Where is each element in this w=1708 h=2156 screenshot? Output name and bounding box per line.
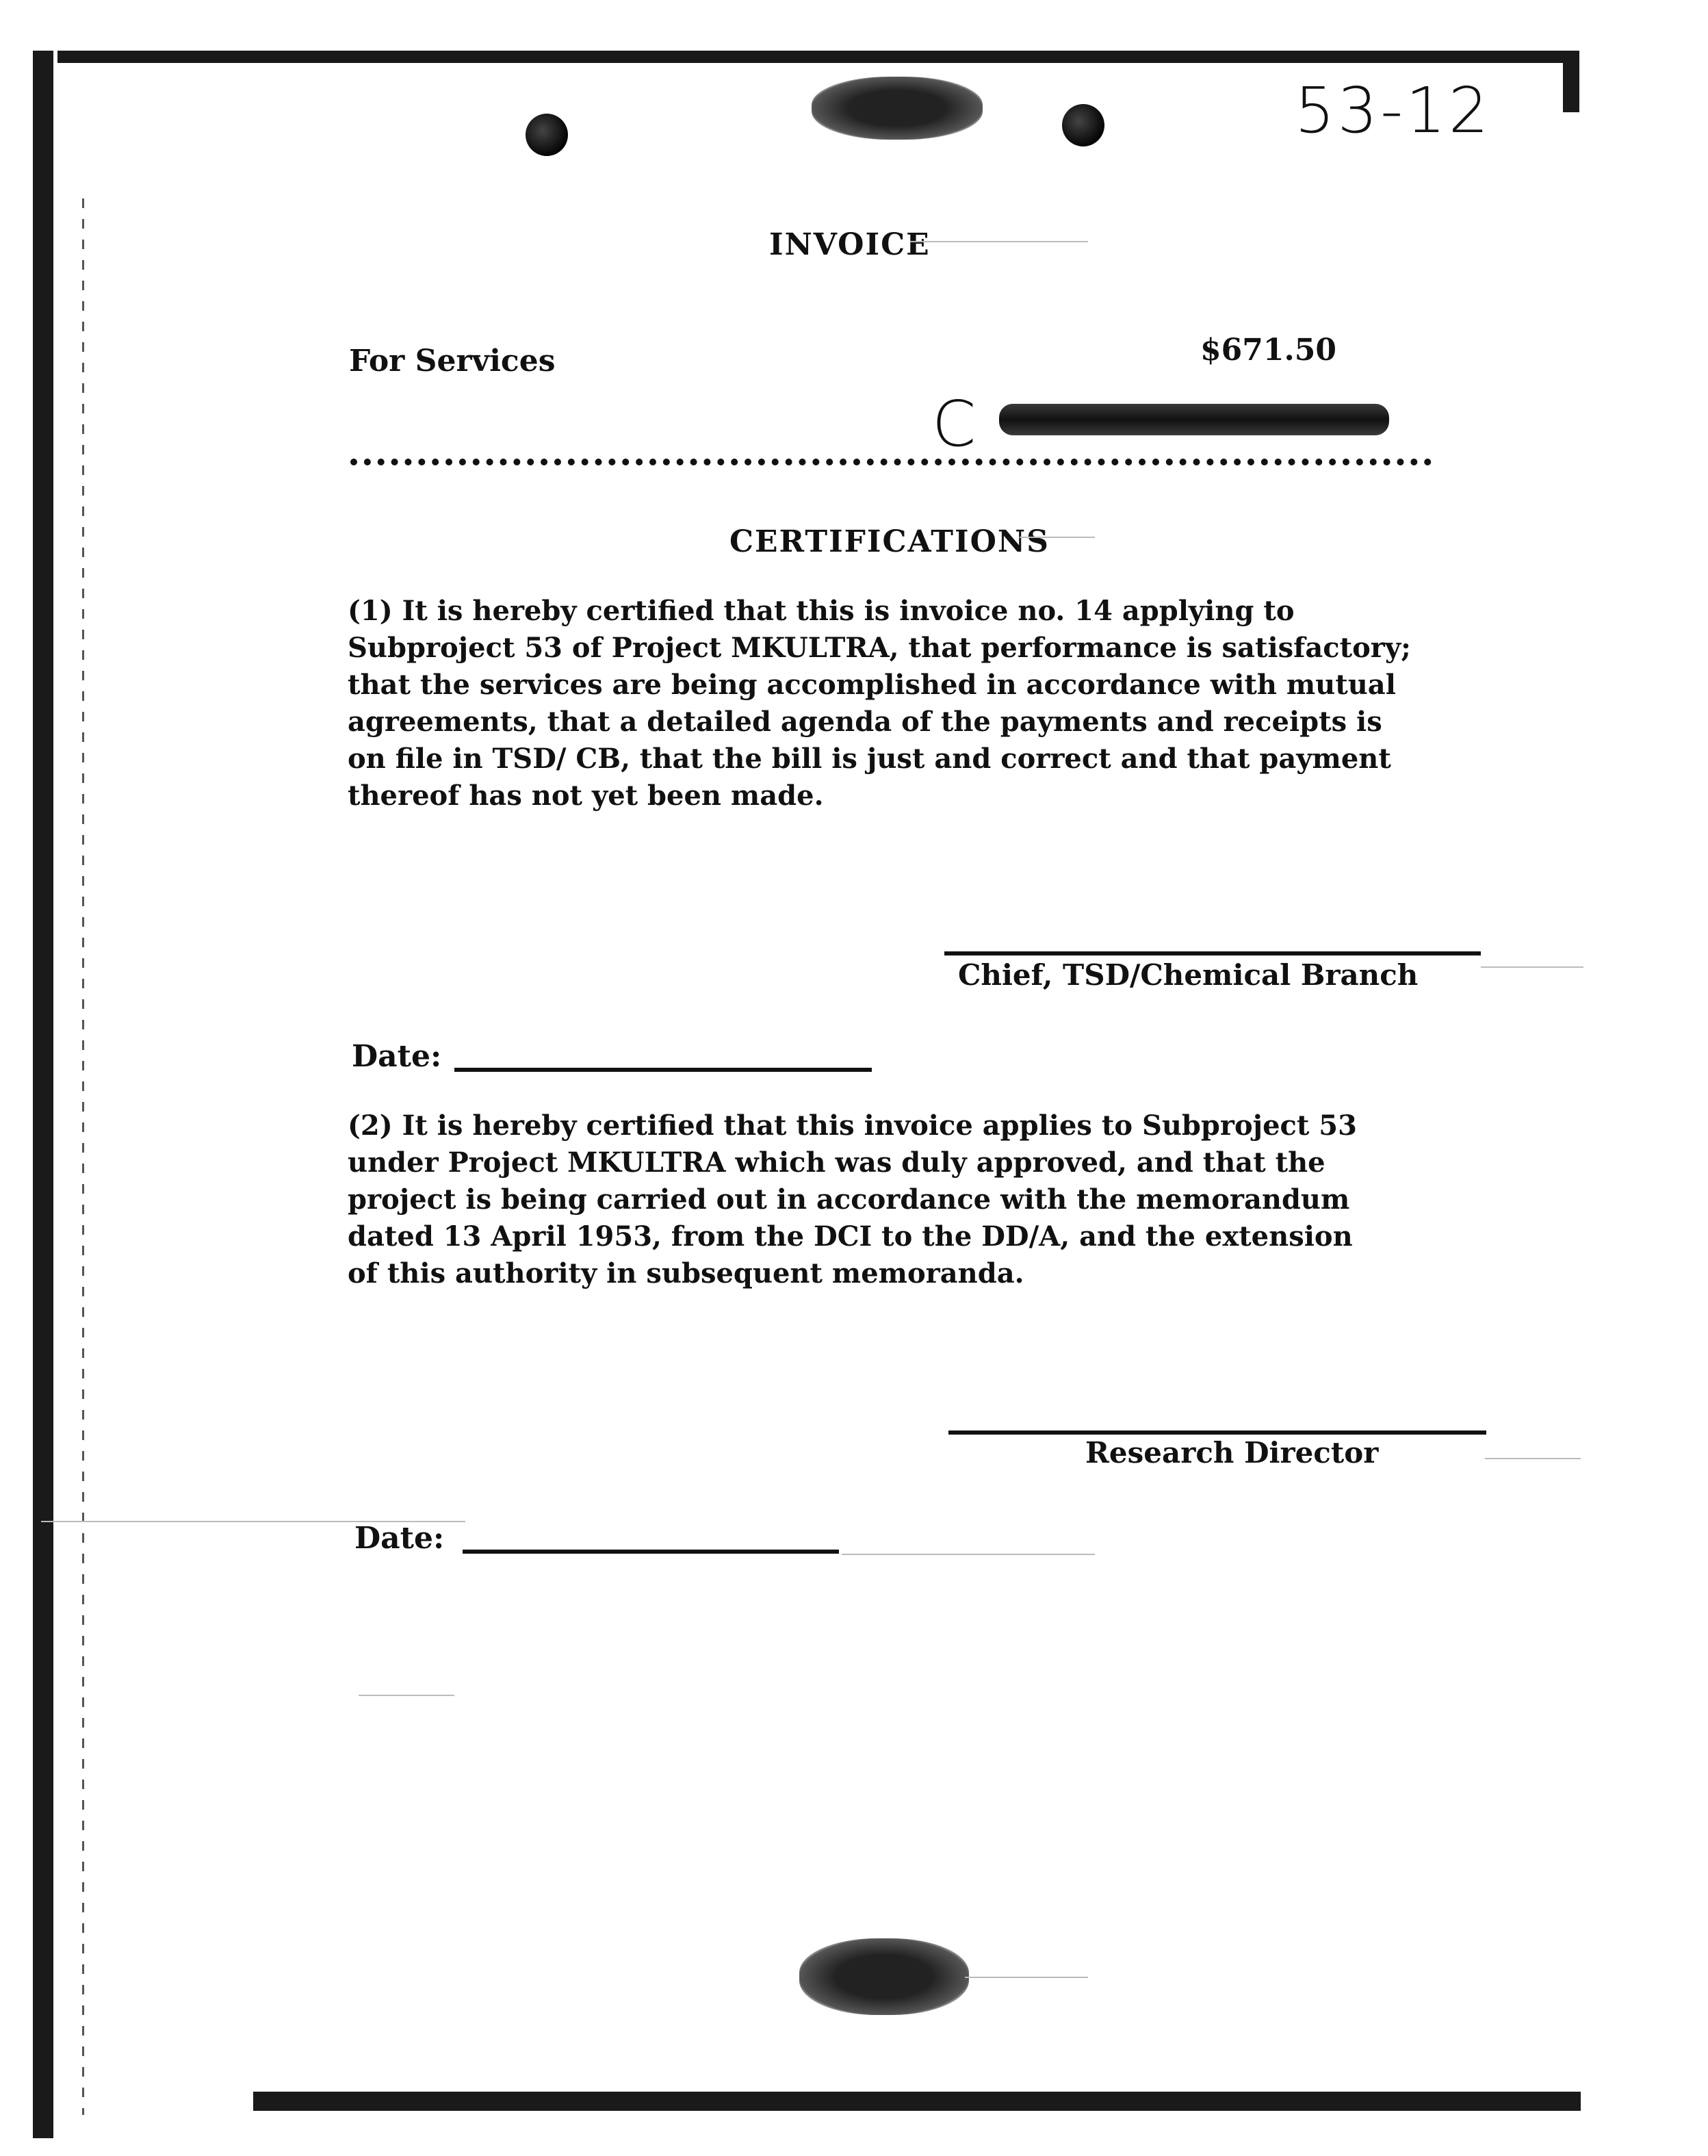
scan-faint-rule: [1485, 1458, 1581, 1459]
signature-line-2: [948, 1430, 1486, 1435]
date-label-2: Date:: [354, 1521, 445, 1556]
signer-title-2: Research Director: [1085, 1436, 1379, 1470]
redaction-under-amount: [999, 404, 1389, 435]
certification-paragraph-1: (1) It is hereby certified that this is invoice no. 14 applying to Subproject 53 of Project MKULTRA, that performance is satisfactory; that the services are being accomplished in accordance with mutual agreements, that a detailed agenda of the payments and receipts is on file in TSD/ CB, that the bill is just and correct and that payment thereof has not yet been made.: [348, 595, 1411, 812]
certifications-title: CERTIFICATIONS: [729, 524, 1050, 559]
scan-faint-rule: [1481, 966, 1583, 968]
scan-faint-rule: [41, 1521, 465, 1522]
services-label: For Services: [349, 344, 556, 378]
date-label-1: Date:: [352, 1039, 442, 1074]
signature-line-1: [944, 951, 1481, 955]
redaction-bottom: [799, 1938, 969, 2015]
invoice-title: INVOICE: [769, 227, 931, 262]
scan-faint-rule: [842, 1554, 1095, 1555]
scan-faint-rule: [359, 1695, 454, 1696]
punch-hole-left: [526, 114, 568, 156]
scan-faint-rule: [965, 1977, 1088, 1978]
redaction-top: [812, 77, 983, 140]
scan-faint-rule: [910, 241, 1088, 242]
scan-border-right: [1563, 51, 1579, 112]
dotted-separator: [350, 459, 1432, 465]
scan-border-bottom: [253, 2092, 1581, 2111]
handwritten-file-number: 53-12: [1295, 74, 1492, 147]
certification-paragraph-2: (2) It is hereby certified that this invoice applies to Subproject 53 under Project MKULTRA which was duly approved, and that the project is being carried out in accordance with the memorandum dated 13 April 1953, from the DCI to the DD/A, and the extension of this authority in subsequent memoranda.: [348, 1109, 1357, 1289]
date-line-2: [463, 1550, 839, 1554]
invoice-amount: $671.50: [1200, 333, 1337, 368]
scan-left-rule: [82, 198, 84, 2115]
punch-hole-right: [1062, 104, 1104, 146]
date-line-1: [454, 1068, 872, 1072]
scan-border-top: [33, 51, 1579, 63]
signer-title-1: Chief, TSD/Chemical Branch: [958, 958, 1419, 992]
handwritten-mark: C: [932, 387, 976, 461]
scan-border-left: [33, 51, 57, 2138]
scan-faint-rule: [1020, 537, 1095, 538]
